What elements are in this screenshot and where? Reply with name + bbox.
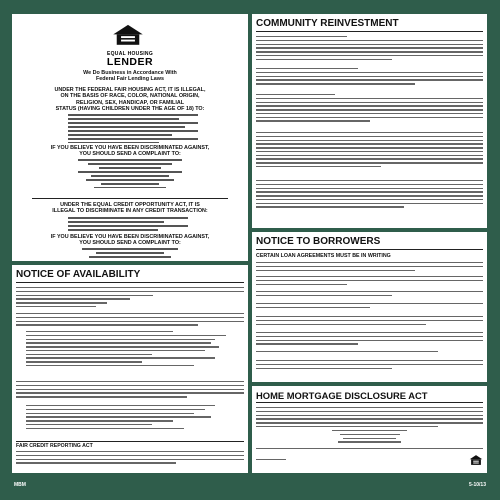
- complaint-heading-3: IF YOU BELIEVE YOU HAVE BEEN DISCRIMINATED AGAINST,: [50, 234, 210, 240]
- hmda-address-block: [332, 430, 407, 443]
- reinvestment-text-5: [256, 180, 483, 208]
- form-address-block: [26, 331, 236, 366]
- lead-line-2: Federal Fair Lending Laws: [96, 76, 164, 83]
- reinvestment-text-4: [256, 132, 483, 167]
- complaint-heading-4: YOU SHOULD SEND A COMPLAINT TO:: [79, 240, 181, 247]
- hmda-text-1: [256, 407, 483, 427]
- complaint-heading-2: YOU SHOULD SEND A COMPLAINT TO:: [79, 151, 181, 158]
- borrowers-text-7: [256, 351, 483, 352]
- occ-address-block: [82, 248, 178, 258]
- fha-heading-2: ON THE BASIS OF RACE, COLOR, NATIONAL ORIGIN,: [60, 93, 200, 100]
- borrowers-rule: [256, 249, 483, 250]
- hud-address-block: [78, 159, 182, 188]
- borrowers-panel: [252, 232, 487, 382]
- hmda-panel: [252, 386, 487, 473]
- logo-title: LENDER: [106, 56, 154, 68]
- availability-intro-text: [16, 287, 244, 307]
- reinvestment-text-2: [256, 68, 483, 85]
- borrowers-text-2: [256, 276, 483, 285]
- logo-text: EQUAL HOUSING: [106, 51, 154, 57]
- ecoa-prohibited-list: [68, 217, 188, 231]
- availability-panel: [12, 265, 248, 473]
- borrowers-text-6: [256, 332, 483, 345]
- borrowers-text-3: [256, 291, 483, 296]
- footer-left-code: MBM: [14, 482, 26, 488]
- reinvestment-title: COMMUNITY REINVESTMENT: [256, 18, 399, 29]
- borrowers-text-5: [256, 316, 483, 325]
- restrictions-form-block: [26, 405, 236, 429]
- hmda-title: HOME MORTGAGE DISCLOSURE ACT: [256, 390, 428, 401]
- restrictions-text: [16, 381, 244, 398]
- fcra-text: [16, 451, 244, 464]
- fha-heading-3: RELIGION, SEX, HANDICAP, OR FAMILIAL: [75, 99, 185, 106]
- fha-heading-1: UNDER THE FEDERAL FAIR HOUSING ACT, IT IS ILLEGAL,: [54, 87, 206, 93]
- complaint-heading-1: IF YOU BELIEVE YOU HAVE BEEN DISCRIMINATED AGAINST,: [50, 145, 210, 151]
- ecoa-heading-2: ILLEGAL TO DISCRIMINATE IN ANY CREDIT TRANSACTION:: [52, 208, 208, 215]
- availability-rule: [16, 282, 244, 283]
- footer-right-code: 5-10/13: [469, 482, 486, 488]
- equal-housing-logo-icon: [108, 24, 148, 50]
- hmda-rule: [256, 402, 483, 403]
- borrowers-title: NOTICE TO BORROWERS: [256, 236, 381, 247]
- reinvestment-rule: [256, 31, 483, 32]
- summary-text: [16, 313, 244, 326]
- borrowers-text-8: [256, 360, 483, 369]
- fha-prohibited-list: [68, 114, 198, 143]
- borrowers-text-4: [256, 303, 483, 308]
- hmda-member-note: [256, 459, 286, 460]
- reinvestment-panel: [252, 14, 487, 228]
- section-divider: [32, 198, 228, 199]
- borrowers-text-1: [256, 262, 483, 271]
- reinvestment-text-1: [256, 36, 483, 60]
- fair-lending-panel: [12, 14, 248, 261]
- fcra-title: FAIR CREDIT REPORTING ACT: [16, 443, 93, 449]
- lead-line-1: We Do Business in Accordance With: [83, 70, 177, 76]
- fha-heading-4: STATUS (HAVING CHILDREN UNDER THE AGE OF 18) TO:: [55, 106, 205, 113]
- equal-housing-small-icon: [469, 454, 483, 466]
- ecoa-heading-1: UNDER THE EQUAL CREDIT OPPORTUNITY ACT, IT IS: [60, 202, 200, 208]
- fcra-rule: [16, 441, 244, 442]
- borrowers-subtitle: CERTAIN LOAN AGREEMENTS MUST BE IN WRITING: [256, 253, 391, 259]
- reinvestment-text-3: [256, 94, 483, 122]
- availability-title: NOTICE OF AVAILABILITY: [16, 269, 141, 280]
- hmda-text-2: [256, 448, 483, 449]
